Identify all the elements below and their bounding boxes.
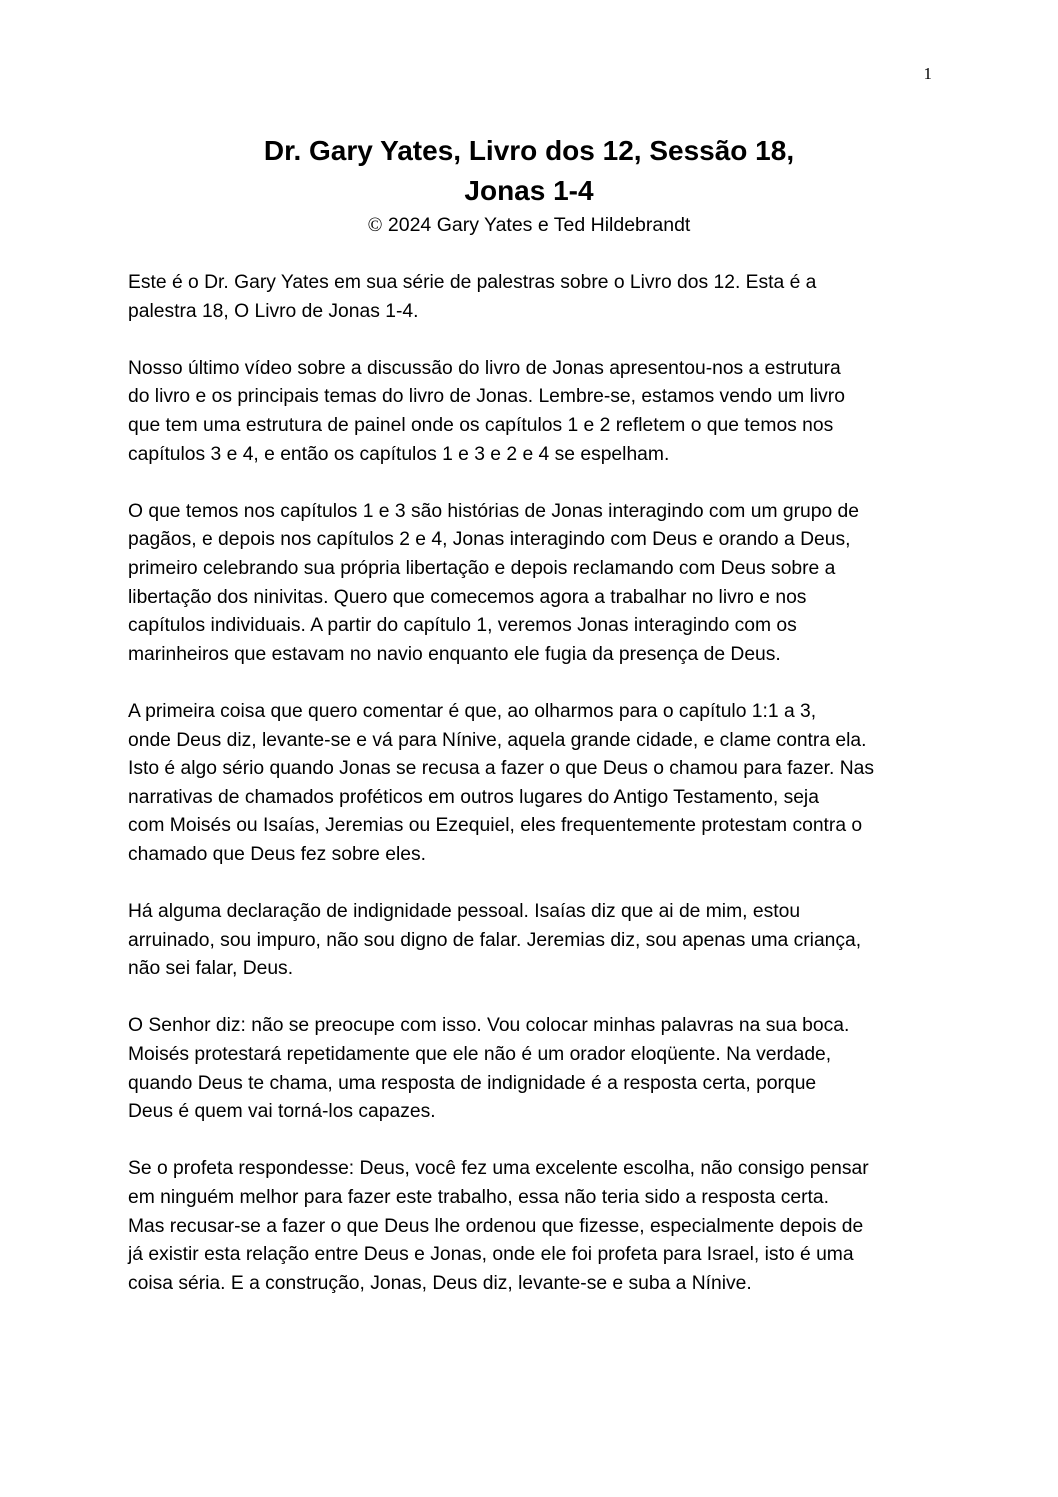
- document-title-line-2: Jonas 1-4: [464, 175, 594, 206]
- paragraph-line: Se o profeta respondesse: Deus, você fez uma excelente escolha, não consigo pensar: [128, 1158, 869, 1180]
- page-number: 1: [923, 64, 932, 83]
- paragraph: [128, 698, 940, 870]
- paragraph-line: narrativas de chamados proféticos em outros lugares do Antigo Testamento, seja: [128, 786, 819, 808]
- paragraph-line: palestra 18, O Livro de Jonas 1-4.: [128, 300, 419, 322]
- document-header: [0, 131, 1058, 240]
- paragraph-line: Isto é algo sério quando Jonas se recusa a fazer o que Deus o chamou para fazer. Nas: [128, 758, 874, 780]
- paragraph-line: capítulos individuais. A partir do capítulo 1, veremos Jonas interagindo com os: [128, 615, 797, 637]
- copyright-symbol: ©: [367, 215, 383, 236]
- paragraph: [128, 1012, 940, 1126]
- paragraph: [128, 269, 940, 326]
- paragraph: [128, 1155, 940, 1298]
- paragraph-line: quando Deus te chama, uma resposta de indignidade é a resposta certa, porque: [128, 1072, 817, 1094]
- paragraph-line: não sei falar, Deus.: [128, 958, 294, 980]
- paragraph: [128, 498, 940, 670]
- paragraph-line: marinheiros que estavam no navio enquanto ele fugia da presença de Deus.: [128, 643, 781, 665]
- paragraph-line: onde Deus diz, levante-se e vá para Nínive, aquela grande cidade, e clame contra ela.: [128, 729, 867, 751]
- paragraph-line: arruinado, sou impuro, não sou digno de falar. Jeremias diz, sou apenas uma criança,: [128, 929, 862, 951]
- paragraph-line: Mas recusar-se a fazer o que Deus lhe ordenou que fizesse, especialmente depois de: [128, 1215, 864, 1237]
- copyright-text: 2024 Gary Yates e Ted Hildebrandt: [387, 214, 691, 236]
- paragraph-line: O Senhor diz: não se preocupe com isso. Vou colocar minhas palavras na sua boca.: [128, 1015, 850, 1037]
- paragraph-line: já existir esta relação entre Deus e Jonas, onde ele foi profeta para Israel, isto é uma: [128, 1244, 854, 1266]
- document-title-line-1: Dr. Gary Yates, Livro dos 12, Sessão 18,: [263, 135, 795, 166]
- paragraph-line: em ninguém melhor para fazer este trabalho, essa não teria sido a resposta certa.: [128, 1187, 829, 1208]
- paragraph-line: Este é o Dr. Gary Yates em sua série de palestras sobre o Livro dos 12. Esta é a: [128, 272, 817, 293]
- paragraph: [128, 898, 940, 984]
- paragraph-line: libertação dos ninivitas. Quero que comecemos agora a trabalhar no livro e nos: [128, 586, 807, 608]
- copyright-notice: [0, 211, 1058, 240]
- document-body: [128, 269, 940, 1327]
- paragraph-line: chamado que Deus fez sobre eles.: [128, 843, 426, 865]
- paragraph-line: do livro e os principais temas do livro de Jonas. Lembre-se, estamos vendo um livro: [128, 386, 845, 408]
- paragraph-line: com Moisés ou Isaías, Jeremias ou Ezequiel, eles frequentemente protestam contra o: [128, 815, 863, 837]
- paragraph-line: primeiro celebrando sua própria libertação e depois reclamando com Deus sobre a: [128, 557, 836, 579]
- paragraph-line: capítulos 3 e 4, e então os capítulos 1 e 3 e 2 e 4 se espelham.: [128, 443, 670, 465]
- paragraph-line: Nosso último vídeo sobre a discussão do livro de Jonas apresentou-nos a estrutura: [128, 357, 841, 379]
- paragraph-line: coisa séria. E a construção, Jonas, Deus diz, levante-se e suba a Nínive.: [128, 1272, 752, 1294]
- paragraph-line: O que temos nos capítulos 1 e 3 são histórias de Jonas interagindo com um grupo de: [128, 500, 859, 522]
- paragraph-line: que tem uma estrutura de painel onde os capítulos 1 e 2 refletem o que temos nos: [128, 414, 834, 436]
- paragraph: [128, 355, 940, 469]
- paragraph-line: Há alguma declaração de indignidade pessoal. Isaías diz que ai de mim, estou: [128, 901, 801, 923]
- paragraph-line: Deus é quem vai torná-los capazes.: [128, 1101, 436, 1123]
- paragraph-line: pagãos, e depois nos capítulos 2 e 4, Jonas interagindo com Deus e orando a Deus,: [128, 529, 851, 551]
- paragraph-line: Moisés protestará repetidamente que ele não é um orador eloqüente. Na verdade,: [128, 1044, 832, 1066]
- paragraph-line: A primeira coisa que quero comentar é que, ao olharmos para o capítulo 1:1 a 3,: [128, 700, 817, 722]
